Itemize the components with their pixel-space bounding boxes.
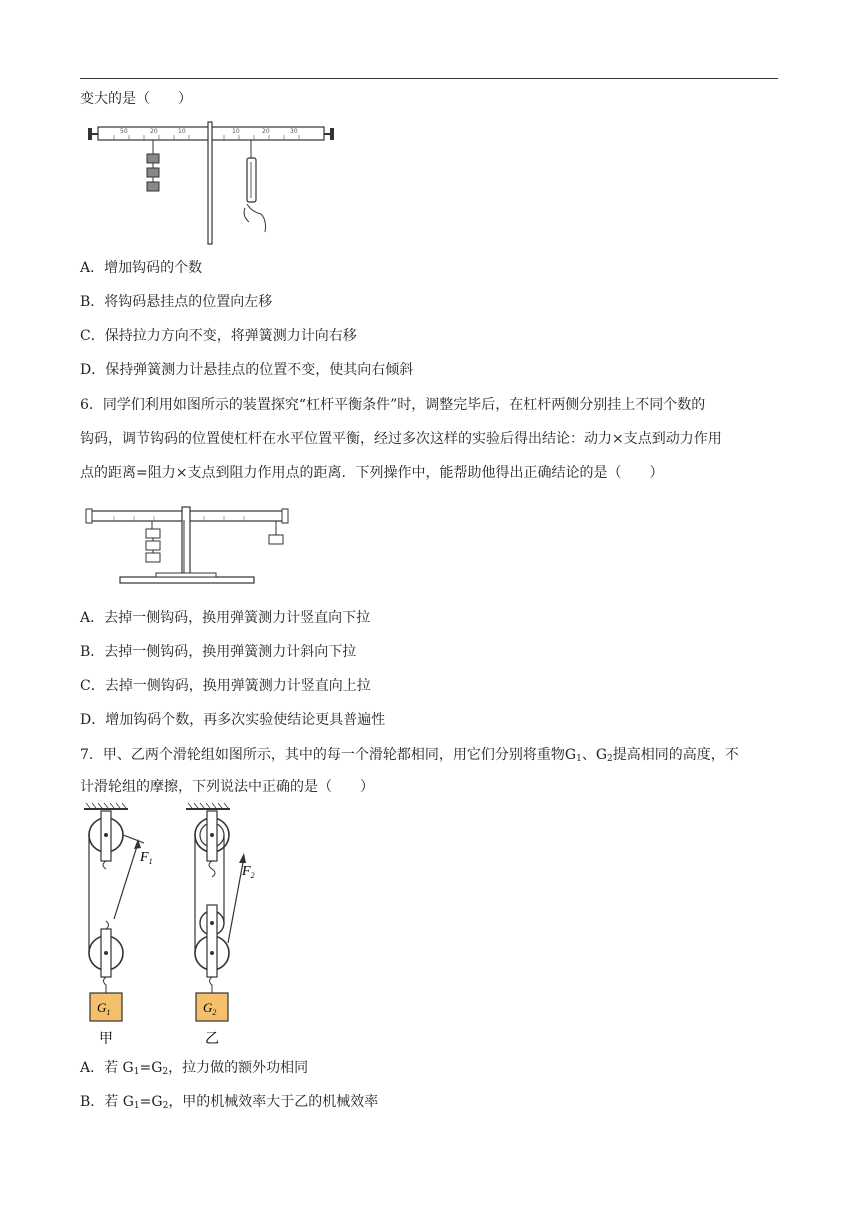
support-post <box>208 122 212 244</box>
q7-stem-line1: 7．甲、乙两个滑轮组如图所示，其中的每一个滑轮都相同，用它们分别将重物$G_1$、$G_2$提高相同的高度，不 <box>80 747 739 764</box>
q7-stem-line2: 计滑轮组的摩擦，下列说法中正确的是（ ） <box>80 779 374 795</box>
weight-block <box>269 535 283 544</box>
q6-option-b: B．去掉一侧钩码，换用弹簧测力计斜向下拉 <box>80 644 357 660</box>
q5-option-b: B．将钩码悬挂点的位置向左移 <box>80 294 273 310</box>
q5-tail: 变大的是（ ） <box>80 91 192 107</box>
pulley-systems-figure <box>78 803 268 1053</box>
weight-block <box>146 529 160 538</box>
force-label-f1: $F_1$ <box>140 850 153 866</box>
stand-post <box>182 507 190 581</box>
q6-stem-line2: 钩码，调节钩码的位置使杠杆在水平位置平衡，经过多次这样的实验后得出结论：动力×支点到动力作用 <box>80 431 722 447</box>
q5-option-c: C．保持拉力方向不变，将弹簧测力计向右移 <box>80 328 357 344</box>
tick-label: 20 <box>262 128 270 135</box>
lever-spring-scale-figure <box>84 118 339 248</box>
tick-label: 30 <box>290 128 298 135</box>
svg-text:G1: $G_1$ <box>97 1000 111 1017</box>
force-label-f2: $F_2$ <box>242 864 255 880</box>
weight-block <box>147 154 159 163</box>
q5-option-a: A．增加钩码的个数 <box>80 260 203 276</box>
lever-balance-figure <box>84 505 294 591</box>
q6-option-a: A．去掉一侧钩码，换用弹簧测力计竖直向下拉 <box>80 610 371 626</box>
q7-option-a: A．若 $G_1=G_2$，拉力做的额外功相同 <box>80 1060 309 1077</box>
tick-label: 10 <box>232 128 240 135</box>
weight-block <box>147 168 159 177</box>
q6-option-c: C．去掉一侧钩码，换用弹簧测力计竖直向上拉 <box>80 678 371 694</box>
caption-yi: 乙 <box>205 1031 219 1047</box>
q6-stem-line3: 点的距离=阻力×支点到阻力作用点的距离．下列操作中，能帮助他得出正确结论的是（ ） <box>80 465 664 481</box>
q6-option-d: D．增加钩码个数，再多次实验使结论更具普遍性 <box>80 712 386 728</box>
weight-block <box>147 182 159 191</box>
tick-label: 10 <box>178 128 186 135</box>
svg-text:G2: $G_2$ <box>203 1000 217 1017</box>
tick-label: 50 <box>120 128 128 135</box>
q6-stem-line1: 6．同学们利用如图所示的装置探究“杠杆平衡条件”时，调整完毕后，在杠杆两侧分别挂上不同个数的 <box>80 397 706 413</box>
caption-jia: 甲 <box>99 1031 113 1047</box>
q5-option-d: D．保持弹簧测力计悬挂点的位置不变，使其向右倾斜 <box>80 362 414 378</box>
header-rule <box>80 78 778 79</box>
stand-base <box>120 577 254 583</box>
hand-icon <box>247 204 266 232</box>
weight-block <box>146 541 160 550</box>
tick-label: 20 <box>150 128 158 135</box>
spring-scale <box>247 158 256 202</box>
q7-option-b: B．若 $G_1=G_2$，甲的机械效率大于乙的机械效率 <box>80 1094 379 1111</box>
weight-block <box>146 553 160 562</box>
